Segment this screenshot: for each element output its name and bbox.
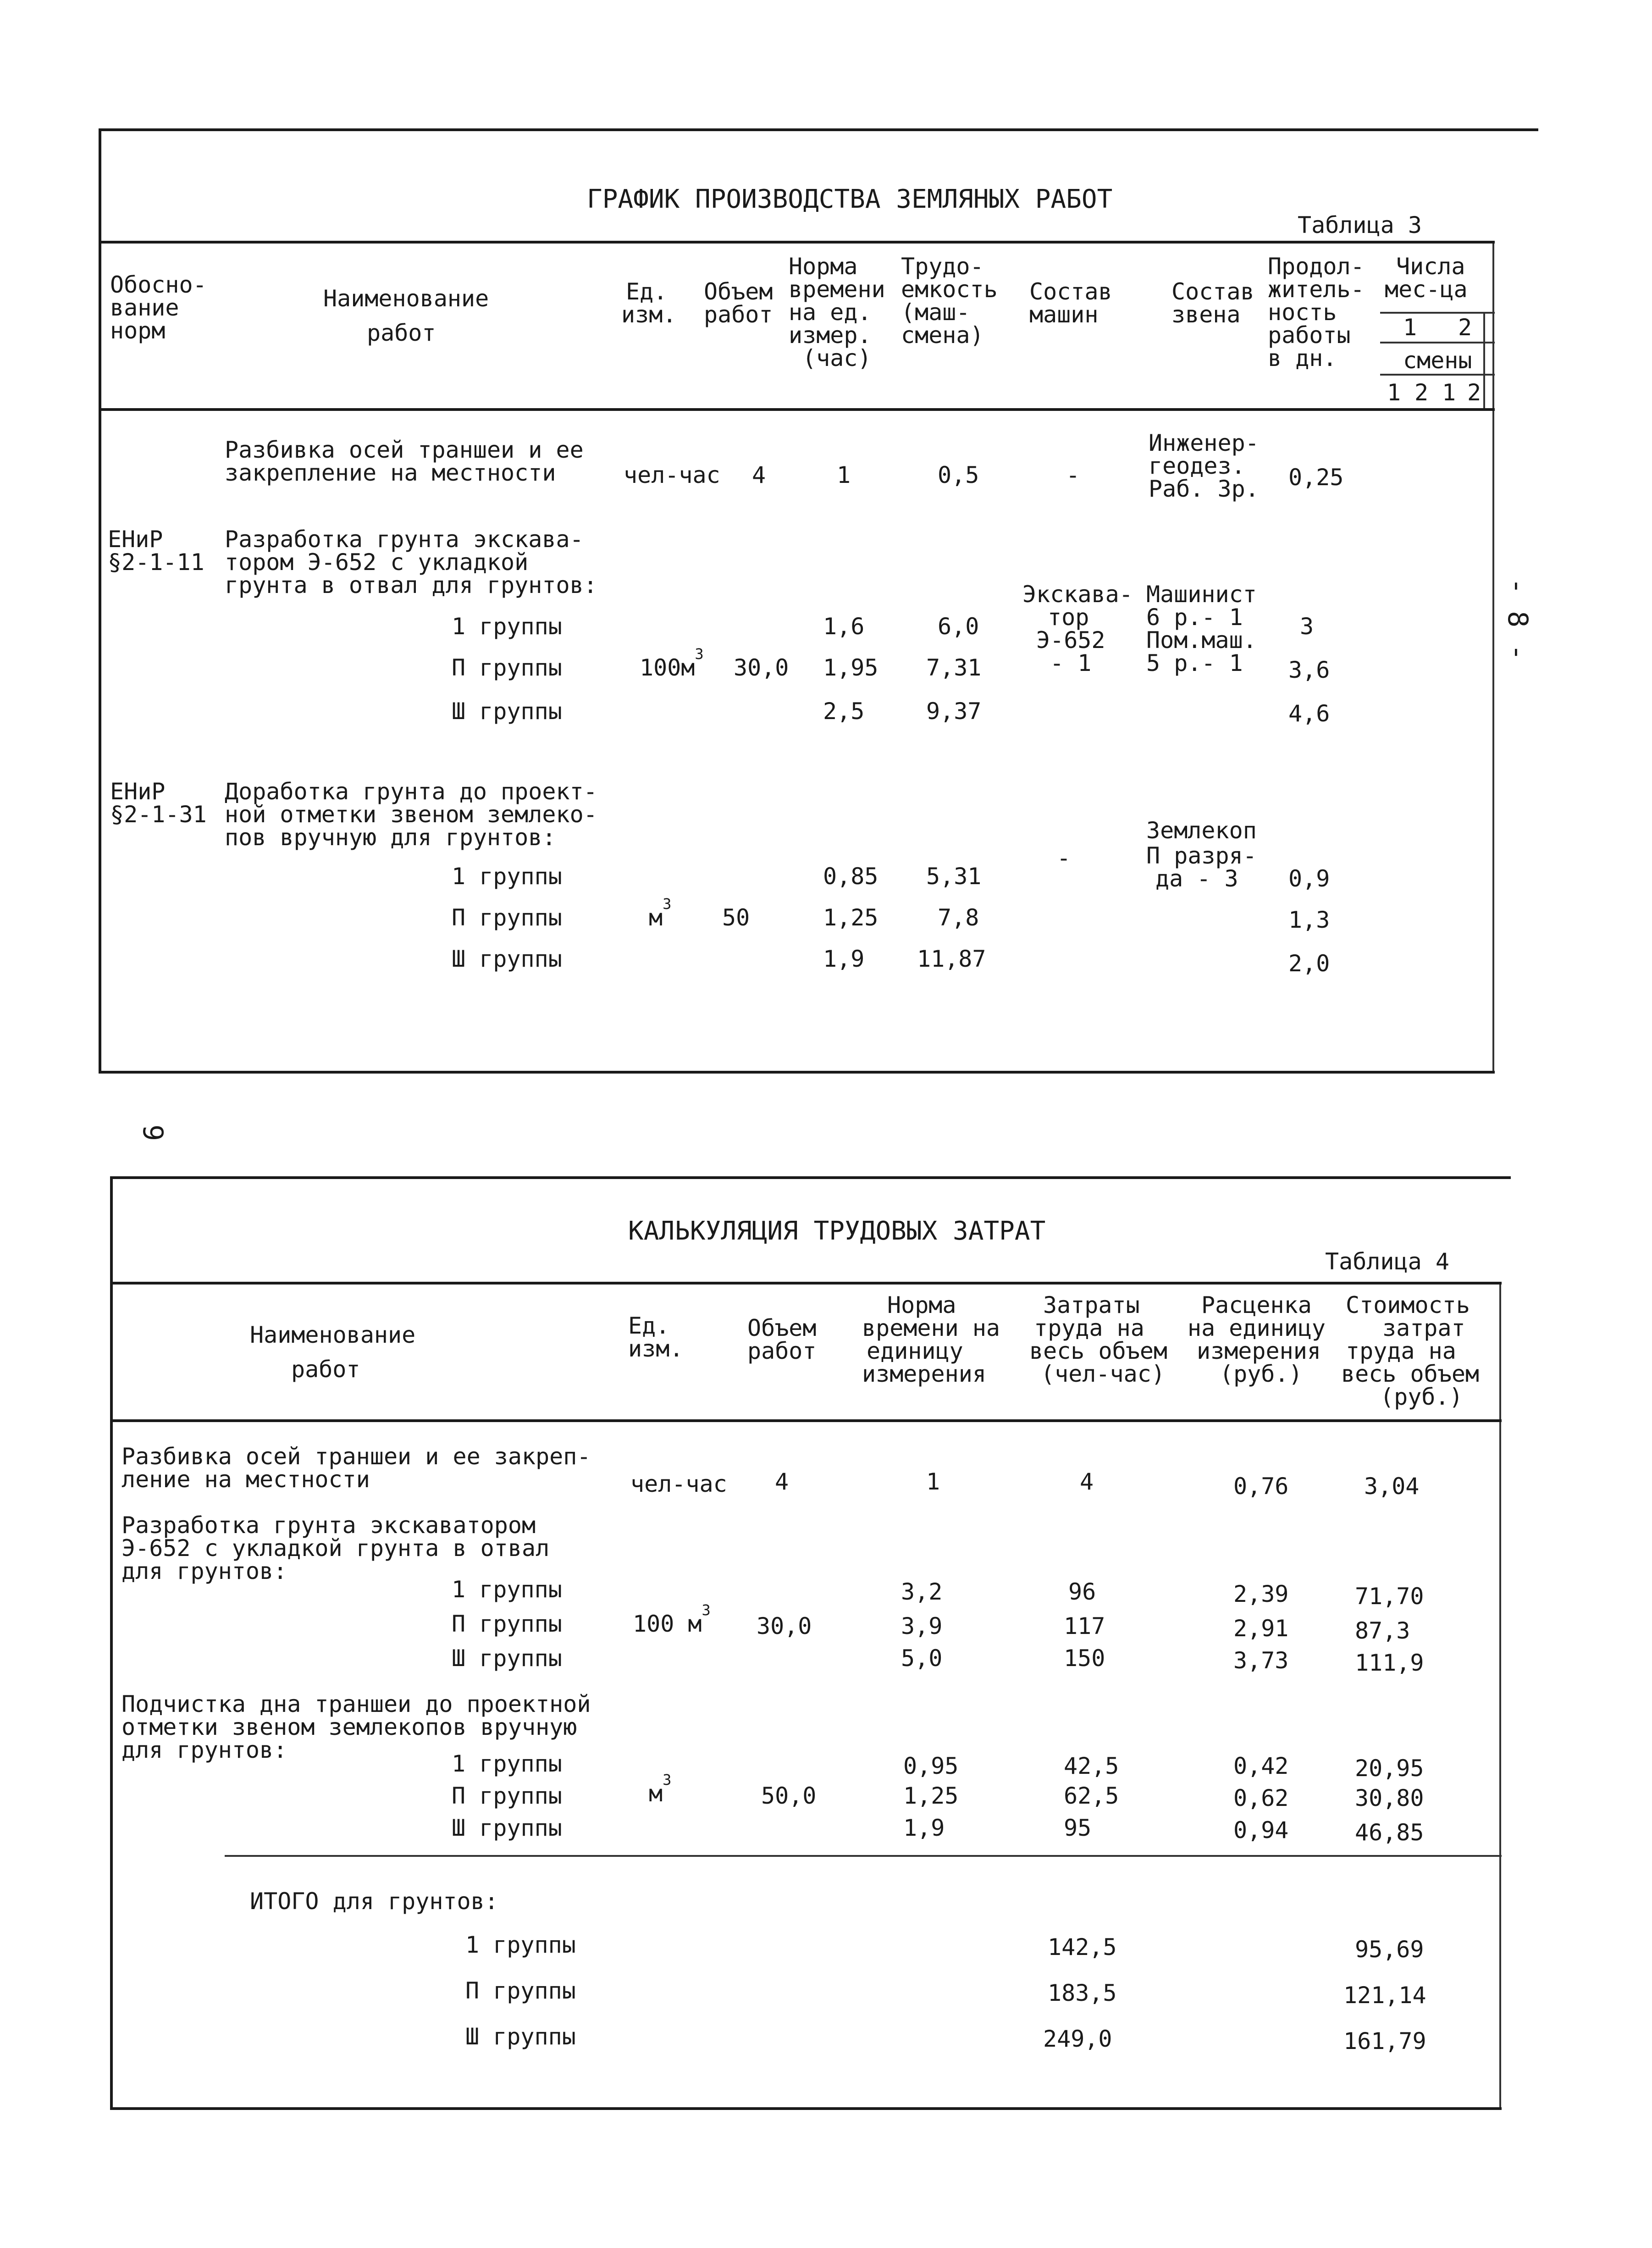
side-page-mark: - 8 - <box>1502 578 1534 661</box>
table4-header-bottom-line <box>110 1419 1502 1422</box>
table3-title: ГРАФИК ПРОИЗВОДСТВА ЗЕМЛЯНЫХ РАБОТ <box>587 184 1113 214</box>
table4-bottom-border <box>110 2107 1502 2110</box>
table4-title: КАЛЬКУЛЯЦИЯ ТРУДОВЫХ ЗАТРАТ <box>628 1216 1046 1246</box>
table3-monthnum-line <box>1380 342 1495 343</box>
table4-totals-line <box>225 1855 1502 1857</box>
table3-manual-unit: $м^3$ <box>649 895 672 931</box>
table3-label: Таблица 3 <box>1298 212 1422 238</box>
table4-header-top-line <box>110 1282 1502 1285</box>
table4-top-border <box>110 1176 1511 1179</box>
rotated-page-mark: 9 <box>137 1124 169 1141</box>
table3-month-divider <box>1483 312 1485 408</box>
table3-shifts-line <box>1380 374 1495 376</box>
table3-left-border <box>99 128 101 1073</box>
table3-bottom-border <box>99 1071 1495 1074</box>
table3-months-line <box>1380 312 1495 314</box>
table4-left-border <box>110 1176 113 2110</box>
table4-label: Таблица 4 <box>1325 1248 1449 1275</box>
table4-excavator-unit: 100 $м^3$ <box>633 1601 711 1637</box>
table3-top-border <box>99 128 1538 131</box>
table4-manual-unit: $м^3$ <box>649 1771 672 1807</box>
table3-excavator-unit: $100м^3$ <box>640 645 704 681</box>
table3-header-bottom-line <box>99 408 1495 411</box>
table3-header-top-line <box>99 241 1495 244</box>
table3-right-border <box>1492 243 1494 1073</box>
table4-right-border <box>1499 1284 1501 2110</box>
